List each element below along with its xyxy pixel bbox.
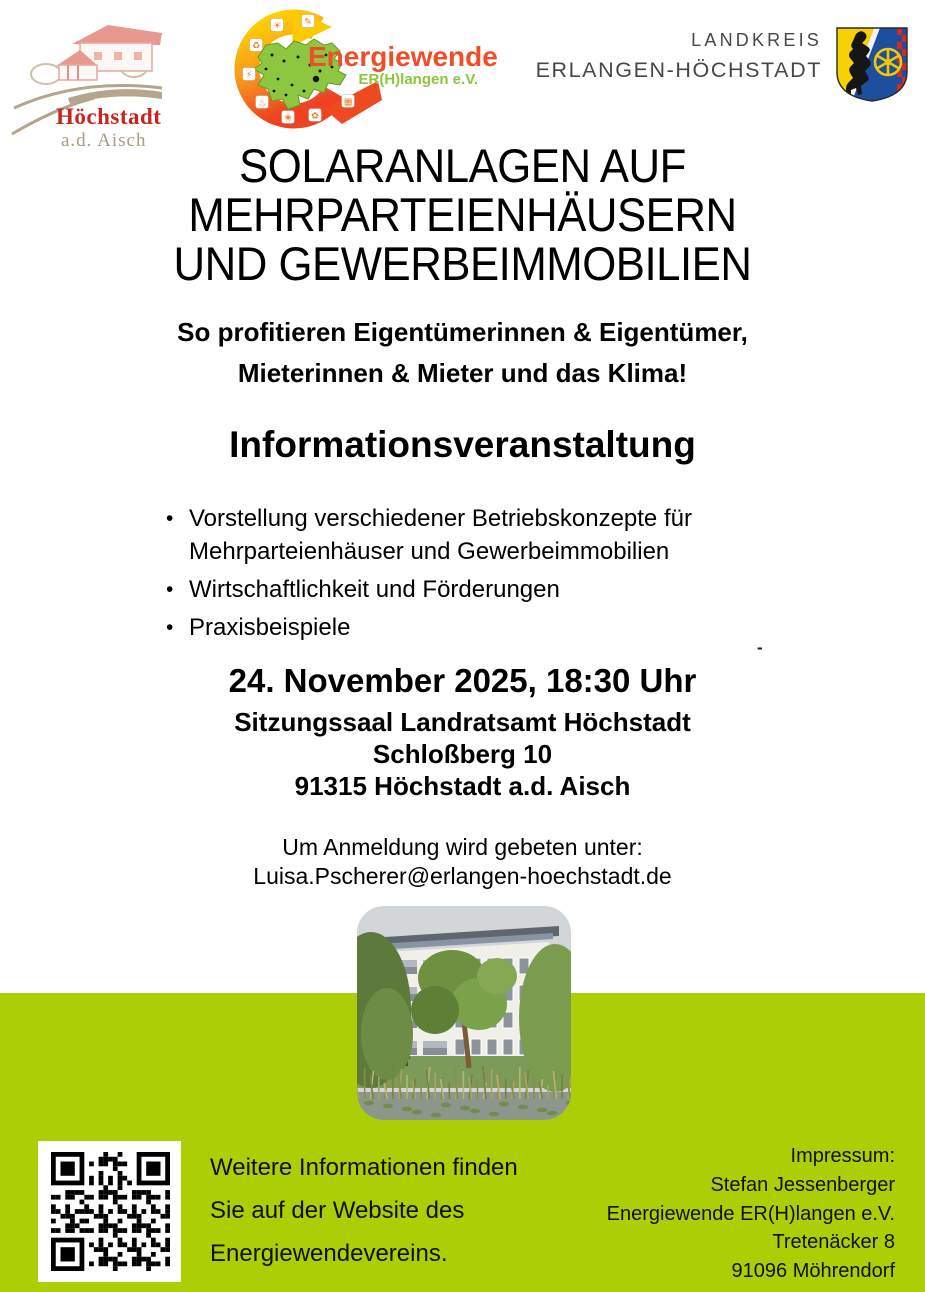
landkreis-coat-of-arms-icon [834,24,910,104]
stray-mark: - [757,638,763,657]
qr-code-icon [51,1152,170,1271]
event-type-heading: Informationsveranstaltung [229,424,696,465]
impressum-line: 91096 Möhrendorf [731,1260,895,1283]
impressum-line: Tretenäcker 8 [772,1231,895,1254]
landkreis-line1: LANDKREIS [691,30,822,50]
svg-text:❀: ❀ [284,113,292,124]
event-street: Schloßberg 10 [372,739,553,769]
main-title [32,141,892,288]
subtitle-line-1: So profitieren Eigentümerinnen & Eigentümer, [177,317,748,347]
event-venue: Sitzungssaal Landratsamt Höchstadt [234,707,691,737]
registration-block [0,833,925,891]
event-datetime: 24. November 2025, 18:30 Uhr [228,662,697,699]
footer-info-line: Sie auf der Website des [210,1197,465,1224]
energiewende-logo [228,5,498,137]
event-photo [357,906,571,1120]
landkreis-wordmark [536,30,822,83]
svg-text:⚡: ⚡ [245,70,253,81]
impressum-block [607,1142,895,1286]
impressum-line: Stefan Jessenberger [710,1173,895,1196]
hoechstadt-logo-suffix: a.d. Aisch [61,130,147,151]
footer-info-text [210,1146,570,1275]
energiewende-logo-name: Energiewende [308,41,498,72]
agenda-item: • Praxisbeispiele [163,611,763,644]
landkreis-line2: ERLANGEN-HÖCHSTADT [535,58,822,82]
footer-info-line: Weitere Informationen finden [210,1154,518,1181]
svg-text:♻: ♻ [251,41,261,52]
svg-text:♨: ♨ [257,98,267,109]
event-venue-block [0,706,925,802]
energiewende-logo-suffix: ER(H)langen e.V. [358,71,478,88]
title-line-3: UND GEWERBEIMMOBILIEN [173,237,752,290]
hoechstadt-logo-name: Höchstadt [56,104,162,129]
subtitle [0,312,925,394]
agenda-item: • Wirtschaftlichkeit und Förderungen [163,573,763,606]
impressum-heading: Impressum: [790,1145,895,1167]
title-line-1: SOLARANLAGEN AUF [239,139,686,192]
event-city: 91315 Höchstadt a.d. Aisch [294,771,631,801]
agenda-list [163,502,763,649]
subtitle-line-2: Mieterinnen & Mieter und das Klima! [237,358,688,388]
hoechstadt-town-logo [10,12,170,151]
impressum-line: Energiewende ER(H)langen e.V. [606,1202,895,1225]
svg-text:✿: ✿ [311,111,319,122]
footer-info-line: Energiewendevereins. [210,1240,448,1267]
svg-text:✎: ✎ [304,17,312,28]
registration-prompt: Um Anmeldung wird gebeten unter: [282,834,643,860]
svg-text:▦: ▦ [343,97,353,108]
agenda-item: • Vorstellung verschiedener Betriebskonzepte für Mehrparteienhäuser und Gewerbeimmobilien [163,502,763,568]
qr-code-box [38,1141,181,1282]
svg-text:☀: ☀ [272,21,282,32]
registration-email: Luisa.Pscherer@erlangen-hoechstadt.de [253,863,672,889]
title-line-2: MEHRPARTEIENHÄUSERN [188,188,737,241]
